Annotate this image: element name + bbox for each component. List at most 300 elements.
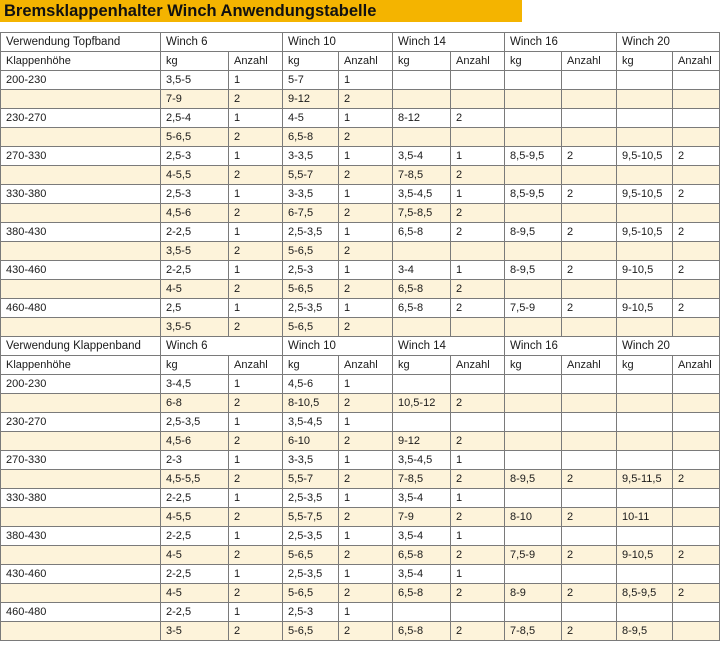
count-cell: 2: [229, 394, 283, 413]
count-cell: [673, 375, 720, 394]
table-row: [1, 603, 720, 622]
count-header: Anzahl: [673, 52, 720, 71]
count-cell: 2: [339, 546, 393, 565]
count-cell: 1: [229, 223, 283, 242]
kg-cell: [617, 375, 673, 394]
flap-height-cell: 270-330: [1, 147, 161, 166]
kg-cell: 2,5-3,5: [283, 223, 339, 242]
count-cell: [673, 603, 720, 622]
flap-height-cell: 230-270: [1, 413, 161, 432]
kg-cell: [393, 318, 451, 337]
count-cell: [451, 375, 505, 394]
count-cell: 1: [229, 603, 283, 622]
count-cell: 2: [451, 432, 505, 451]
table-row: [1, 413, 720, 432]
count-cell: 1: [339, 299, 393, 318]
flap-height-cell: 200-230: [1, 375, 161, 394]
table-row: [1, 622, 720, 641]
kg-cell: [505, 71, 562, 90]
count-cell: [562, 375, 617, 394]
count-cell: [673, 451, 720, 470]
flap-height-cell: 380-430: [1, 527, 161, 546]
kg-cell: 7,5-9: [505, 299, 562, 318]
kg-cell: 2-2,5: [161, 489, 229, 508]
kg-cell: [393, 128, 451, 147]
count-cell: 2: [451, 546, 505, 565]
count-cell: 1: [339, 603, 393, 622]
application-table: [0, 32, 720, 641]
count-cell: 1: [339, 565, 393, 584]
kg-cell: [617, 318, 673, 337]
kg-cell: 9,5-11,5: [617, 470, 673, 489]
count-cell: [673, 318, 720, 337]
kg-cell: 3,5-5: [161, 318, 229, 337]
count-cell: [562, 451, 617, 470]
flap-height-cell: [1, 508, 161, 527]
count-cell: 1: [339, 71, 393, 90]
count-cell: 2: [673, 223, 720, 242]
count-cell: [673, 109, 720, 128]
flap-height-cell: [1, 394, 161, 413]
count-cell: [562, 527, 617, 546]
kg-cell: 3,5-4,5: [393, 451, 451, 470]
kg-cell: 3-3,5: [283, 147, 339, 166]
kg-cell: [505, 242, 562, 261]
kg-cell: [505, 603, 562, 622]
kg-cell: 8-12: [393, 109, 451, 128]
table-row: [1, 299, 720, 318]
kg-cell: 5-6,5: [283, 622, 339, 641]
kg-cell: 3-3,5: [283, 185, 339, 204]
count-cell: 2: [339, 280, 393, 299]
count-cell: [562, 280, 617, 299]
count-cell: [562, 90, 617, 109]
count-cell: [451, 318, 505, 337]
kg-cell: 5-6,5: [283, 318, 339, 337]
count-cell: 1: [451, 147, 505, 166]
kg-cell: [505, 413, 562, 432]
kg-cell: 6-10: [283, 432, 339, 451]
count-cell: 2: [229, 90, 283, 109]
count-cell: 2: [451, 394, 505, 413]
winch-model-header: Winch 16: [505, 337, 617, 356]
kg-cell: [505, 128, 562, 147]
kg-cell: [617, 489, 673, 508]
kg-cell: 4-5: [283, 109, 339, 128]
count-cell: [673, 413, 720, 432]
kg-cell: 2-2,5: [161, 223, 229, 242]
kg-cell: 4,5-5,5: [161, 470, 229, 489]
kg-cell: 5-7: [283, 71, 339, 90]
kg-cell: 6,5-8: [393, 584, 451, 603]
count-cell: 1: [339, 413, 393, 432]
count-cell: 2: [229, 128, 283, 147]
kg-cell: 8,5-9,5: [505, 185, 562, 204]
count-cell: [562, 166, 617, 185]
section-title: Verwendung Klappenband: [1, 337, 161, 356]
count-cell: [673, 432, 720, 451]
kg-cell: [505, 527, 562, 546]
section-title: Verwendung Topfband: [1, 33, 161, 52]
count-cell: 1: [229, 185, 283, 204]
kg-cell: 2,5-3,5: [283, 565, 339, 584]
count-cell: [562, 204, 617, 223]
kg-cell: 8-9,5: [505, 470, 562, 489]
count-cell: [562, 432, 617, 451]
count-cell: [451, 90, 505, 109]
count-cell: 2: [339, 508, 393, 527]
column-header-row: [1, 356, 720, 375]
count-cell: 2: [229, 470, 283, 489]
count-cell: 1: [229, 527, 283, 546]
table-row: [1, 451, 720, 470]
flap-height-cell: [1, 280, 161, 299]
kg-cell: [505, 394, 562, 413]
count-cell: 2: [451, 584, 505, 603]
count-cell: [562, 394, 617, 413]
count-cell: [673, 394, 720, 413]
count-cell: 1: [339, 109, 393, 128]
section-header-row: [1, 337, 720, 356]
kg-cell: 7,5-9: [505, 546, 562, 565]
kg-cell: 5,5-7: [283, 166, 339, 185]
count-cell: 2: [229, 546, 283, 565]
kg-cell: [617, 280, 673, 299]
table-row: [1, 546, 720, 565]
count-cell: 1: [229, 413, 283, 432]
table-row: [1, 185, 720, 204]
count-cell: 2: [562, 185, 617, 204]
kg-cell: 8-9: [505, 584, 562, 603]
count-cell: 2: [451, 223, 505, 242]
kg-header: kg: [393, 356, 451, 375]
kg-cell: [617, 413, 673, 432]
kg-cell: 7,5-8,5: [393, 204, 451, 223]
kg-header: kg: [283, 356, 339, 375]
count-cell: 1: [339, 451, 393, 470]
count-cell: 2: [451, 166, 505, 185]
kg-cell: [617, 204, 673, 223]
flap-height-cell: 230-270: [1, 109, 161, 128]
kg-cell: [505, 432, 562, 451]
count-cell: [673, 90, 720, 109]
kg-cell: [393, 71, 451, 90]
kg-cell: 2,5-3: [283, 603, 339, 622]
kg-cell: 6,5-8: [393, 223, 451, 242]
count-cell: 2: [339, 90, 393, 109]
kg-cell: [617, 90, 673, 109]
kg-cell: [505, 375, 562, 394]
count-cell: 2: [562, 622, 617, 641]
kg-cell: 6,5-8: [393, 546, 451, 565]
kg-cell: 2,5-3,5: [283, 299, 339, 318]
kg-cell: [617, 603, 673, 622]
kg-cell: [393, 90, 451, 109]
kg-cell: 9-12: [393, 432, 451, 451]
count-cell: [451, 413, 505, 432]
kg-cell: 7-9: [393, 508, 451, 527]
flap-height-cell: 330-380: [1, 185, 161, 204]
kg-cell: 2-2,5: [161, 603, 229, 622]
kg-header: kg: [617, 356, 673, 375]
flap-height-header: Klappenhöhe: [1, 356, 161, 375]
table-row: [1, 204, 720, 223]
kg-cell: 6,5-8: [393, 622, 451, 641]
count-cell: 2: [339, 470, 393, 489]
kg-cell: 9-10,5: [617, 546, 673, 565]
kg-cell: 7-9: [161, 90, 229, 109]
count-cell: 2: [562, 261, 617, 280]
table-row: [1, 280, 720, 299]
kg-cell: 3,5-4: [393, 147, 451, 166]
kg-cell: 6,5-8: [393, 280, 451, 299]
kg-header: kg: [161, 356, 229, 375]
kg-cell: 9,5-10,5: [617, 223, 673, 242]
count-cell: 2: [673, 147, 720, 166]
kg-cell: 3,5-4: [393, 527, 451, 546]
kg-cell: [505, 565, 562, 584]
kg-cell: 10,5-12: [393, 394, 451, 413]
kg-cell: 2,5-3,5: [283, 527, 339, 546]
count-cell: [673, 242, 720, 261]
kg-cell: 2,5: [161, 299, 229, 318]
kg-cell: 8-10,5: [283, 394, 339, 413]
flap-height-cell: 200-230: [1, 71, 161, 90]
count-cell: 2: [673, 299, 720, 318]
kg-header: kg: [283, 52, 339, 71]
kg-header: kg: [617, 52, 673, 71]
count-cell: 2: [229, 432, 283, 451]
kg-cell: 7-8,5: [393, 470, 451, 489]
kg-cell: 3,5-5: [161, 71, 229, 90]
winch-model-header: Winch 14: [393, 337, 505, 356]
count-cell: [673, 166, 720, 185]
table-row: [1, 71, 720, 90]
kg-cell: [505, 451, 562, 470]
kg-cell: 3,5-4,5: [283, 413, 339, 432]
kg-cell: 6-7,5: [283, 204, 339, 223]
count-cell: [673, 204, 720, 223]
count-header: Anzahl: [229, 356, 283, 375]
count-cell: 1: [451, 527, 505, 546]
kg-cell: 6,5-8: [283, 128, 339, 147]
flap-height-cell: [1, 242, 161, 261]
count-header: Anzahl: [339, 52, 393, 71]
flap-height-cell: 330-380: [1, 489, 161, 508]
winch-model-header: Winch 20: [617, 33, 720, 52]
count-cell: [562, 565, 617, 584]
kg-cell: 2,5-3: [161, 185, 229, 204]
kg-cell: 2-3: [161, 451, 229, 470]
section-header-row: [1, 33, 720, 52]
count-cell: [673, 280, 720, 299]
count-cell: [451, 242, 505, 261]
count-cell: 2: [562, 223, 617, 242]
kg-cell: 8-9,5: [617, 622, 673, 641]
winch-model-header: Winch 20: [617, 337, 720, 356]
count-cell: 2: [451, 280, 505, 299]
flap-height-cell: 460-480: [1, 603, 161, 622]
kg-cell: [393, 242, 451, 261]
kg-cell: 4-5: [161, 546, 229, 565]
table-row: [1, 375, 720, 394]
kg-cell: 6,5-8: [393, 299, 451, 318]
kg-cell: [505, 280, 562, 299]
kg-cell: 5-6,5: [283, 584, 339, 603]
flap-height-cell: 380-430: [1, 223, 161, 242]
count-header: Anzahl: [562, 356, 617, 375]
count-cell: 1: [339, 185, 393, 204]
count-header: Anzahl: [339, 356, 393, 375]
count-cell: 2: [562, 470, 617, 489]
count-cell: 2: [562, 299, 617, 318]
count-cell: 2: [339, 394, 393, 413]
count-cell: [673, 622, 720, 641]
winch-model-header: Winch 14: [393, 33, 505, 52]
kg-cell: [617, 71, 673, 90]
kg-cell: 10-11: [617, 508, 673, 527]
kg-cell: 2,5-3: [161, 147, 229, 166]
winch-model-header: Winch 6: [161, 33, 283, 52]
kg-cell: [617, 242, 673, 261]
kg-cell: 8-9,5: [505, 223, 562, 242]
kg-header: kg: [393, 52, 451, 71]
column-header-row: [1, 52, 720, 71]
kg-cell: 7-8,5: [505, 622, 562, 641]
kg-cell: 4,5-6: [283, 375, 339, 394]
table-row: [1, 109, 720, 128]
kg-cell: 7-8,5: [393, 166, 451, 185]
table-row: [1, 432, 720, 451]
count-cell: 2: [451, 470, 505, 489]
count-cell: [562, 109, 617, 128]
flap-height-cell: [1, 584, 161, 603]
count-header: Anzahl: [229, 52, 283, 71]
table-row: [1, 223, 720, 242]
kg-cell: 9-10,5: [617, 299, 673, 318]
kg-cell: [617, 451, 673, 470]
flap-height-cell: 270-330: [1, 451, 161, 470]
count-header: Anzahl: [562, 52, 617, 71]
kg-cell: [393, 603, 451, 622]
count-cell: 2: [229, 242, 283, 261]
table-row: [1, 318, 720, 337]
count-cell: 1: [229, 299, 283, 318]
flap-height-cell: [1, 204, 161, 223]
count-cell: 1: [339, 223, 393, 242]
kg-header: kg: [161, 52, 229, 71]
kg-cell: 2,5-3,5: [161, 413, 229, 432]
flap-height-header: Klappenhöhe: [1, 52, 161, 71]
kg-cell: [617, 128, 673, 147]
kg-cell: 2-2,5: [161, 261, 229, 280]
count-header: Anzahl: [451, 356, 505, 375]
table-row: [1, 508, 720, 527]
count-cell: 2: [673, 584, 720, 603]
kg-cell: [393, 413, 451, 432]
kg-cell: 4-5,5: [161, 508, 229, 527]
kg-cell: [505, 166, 562, 185]
kg-header: kg: [505, 356, 562, 375]
count-cell: 2: [451, 508, 505, 527]
kg-cell: [617, 166, 673, 185]
count-cell: [673, 508, 720, 527]
count-header: Anzahl: [673, 356, 720, 375]
kg-cell: 2,5-3,5: [283, 489, 339, 508]
count-cell: 2: [673, 546, 720, 565]
kg-cell: [617, 432, 673, 451]
table-row: [1, 470, 720, 489]
kg-cell: 4,5-6: [161, 432, 229, 451]
table-row: [1, 242, 720, 261]
flap-height-cell: [1, 128, 161, 147]
kg-cell: 3-4,5: [161, 375, 229, 394]
kg-cell: 3,5-4: [393, 565, 451, 584]
table-row: [1, 394, 720, 413]
kg-cell: 5,5-7,5: [283, 508, 339, 527]
flap-height-cell: 430-460: [1, 565, 161, 584]
flap-height-cell: [1, 166, 161, 185]
page-title: Bremsklappenhalter Winch Anwendungstabelle: [4, 2, 377, 20]
table-row: [1, 147, 720, 166]
count-cell: 1: [451, 185, 505, 204]
count-cell: [451, 71, 505, 90]
kg-cell: 3,5-4,5: [393, 185, 451, 204]
flap-height-cell: [1, 90, 161, 109]
flap-height-cell: [1, 318, 161, 337]
count-cell: [673, 565, 720, 584]
kg-cell: 3-4: [393, 261, 451, 280]
kg-cell: 3-5: [161, 622, 229, 641]
count-cell: 1: [339, 489, 393, 508]
count-cell: [562, 128, 617, 147]
kg-cell: 9,5-10,5: [617, 147, 673, 166]
count-cell: 2: [229, 280, 283, 299]
flap-height-cell: [1, 432, 161, 451]
count-cell: 2: [451, 622, 505, 641]
table-row: [1, 527, 720, 546]
table-body: [1, 33, 720, 641]
flap-height-cell: 430-460: [1, 261, 161, 280]
count-cell: 2: [339, 128, 393, 147]
count-cell: [562, 71, 617, 90]
table-row: [1, 166, 720, 185]
count-cell: 2: [339, 622, 393, 641]
flap-height-cell: [1, 546, 161, 565]
kg-cell: [505, 318, 562, 337]
kg-cell: 8,5-9,5: [505, 147, 562, 166]
table-row: [1, 261, 720, 280]
kg-cell: 2,5-3: [283, 261, 339, 280]
kg-cell: 5,5-7: [283, 470, 339, 489]
kg-cell: [617, 394, 673, 413]
count-cell: [562, 603, 617, 622]
count-cell: [673, 128, 720, 147]
count-cell: [562, 242, 617, 261]
kg-cell: [505, 90, 562, 109]
count-cell: 1: [339, 147, 393, 166]
flap-height-cell: [1, 470, 161, 489]
count-cell: 1: [451, 261, 505, 280]
count-cell: 2: [451, 204, 505, 223]
table-row: [1, 128, 720, 147]
kg-cell: 3-3,5: [283, 451, 339, 470]
kg-cell: 3,5-5: [161, 242, 229, 261]
count-cell: 2: [673, 185, 720, 204]
count-cell: 2: [562, 584, 617, 603]
count-cell: 2: [339, 584, 393, 603]
kg-cell: [617, 109, 673, 128]
